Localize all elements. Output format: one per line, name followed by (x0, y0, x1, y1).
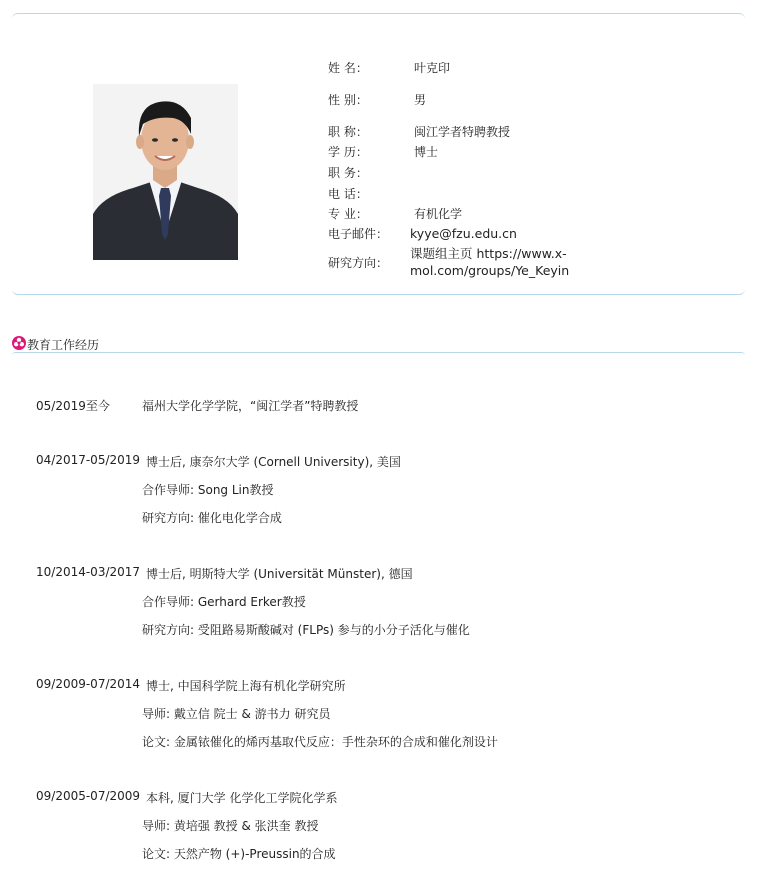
entry-title: 本科, 厦门大学 化学化工学院化学系 (146, 791, 338, 805)
entry-detail: 合作导师: Gerhard Erker教授 (142, 595, 306, 609)
title-value: 闽江学者特聘教授 (414, 125, 511, 139)
major-value: 有机化学 (414, 207, 463, 221)
info-label: 性 别： (328, 93, 368, 107)
profile-photo (93, 84, 238, 260)
entry-detail: 合作导师: Song Lin教授 (142, 483, 274, 497)
info-label: 电 话： (328, 187, 368, 201)
entry-detail: 研究方向: 受阻路易斯酸碱对 (FLPs) 参与的小分子活化与催化 (142, 623, 470, 637)
section-divider (12, 352, 745, 359)
entry-period: 09/2005-07/2009 (36, 789, 141, 803)
entry-detail: 导师: 黄培强 教授 & 张洪奎 教授 (142, 819, 319, 833)
entry-title: 博士后, 康奈尔大学 (Cornell University), 美国 (146, 455, 401, 469)
info-label: 学 历： (328, 145, 368, 159)
entry-period: 05/2019至今 (36, 399, 110, 413)
entry-title: 福州大学化学学院，“闽江学者”特聘教授 (142, 399, 359, 413)
info-label: 研究方向： (328, 256, 389, 270)
info-label: 职 称： (328, 125, 368, 139)
entry-period: 10/2014-03/2017 (36, 565, 141, 579)
entry-detail: 研究方向: 催化电化学合成 (142, 511, 282, 525)
entry-period: 09/2009-07/2014 (36, 677, 141, 691)
entry-title: 博士后, 明斯特大学 (Universität Münster), 德国 (146, 567, 413, 581)
research-value[interactable]: 课题组主页 https://www.x-mol.com/groups/Ye_Keyin (410, 246, 570, 278)
entry-detail: 论文: 金属铱催化的烯丙基取代反应：手性杂环的合成和催化剂设计 (142, 735, 498, 749)
entry-period: 04/2017-05/2019 (36, 453, 141, 467)
email-value[interactable]: kyye@fzu.edu.cn (410, 226, 517, 241)
gender-value: 男 (414, 93, 427, 107)
entry-detail: 论文: 天然产物 (+)-Preussin的合成 (142, 847, 336, 861)
info-label: 职 务： (328, 166, 368, 180)
info-label: 专 业： (328, 207, 368, 221)
info-label: 电子邮件： (328, 227, 389, 241)
entry-detail: 导师: 戴立信 院士 & 游书力 研究员 (142, 707, 331, 721)
info-label: 姓 名： (328, 61, 368, 75)
flower-icon (12, 336, 26, 350)
name-value: 叶克印 (414, 61, 451, 75)
section-title-text: 教育工作经历 (27, 338, 100, 352)
entry-title: 博士, 中国科学院上海有机化学研究所 (146, 679, 346, 693)
degree-value: 博士 (414, 145, 439, 159)
